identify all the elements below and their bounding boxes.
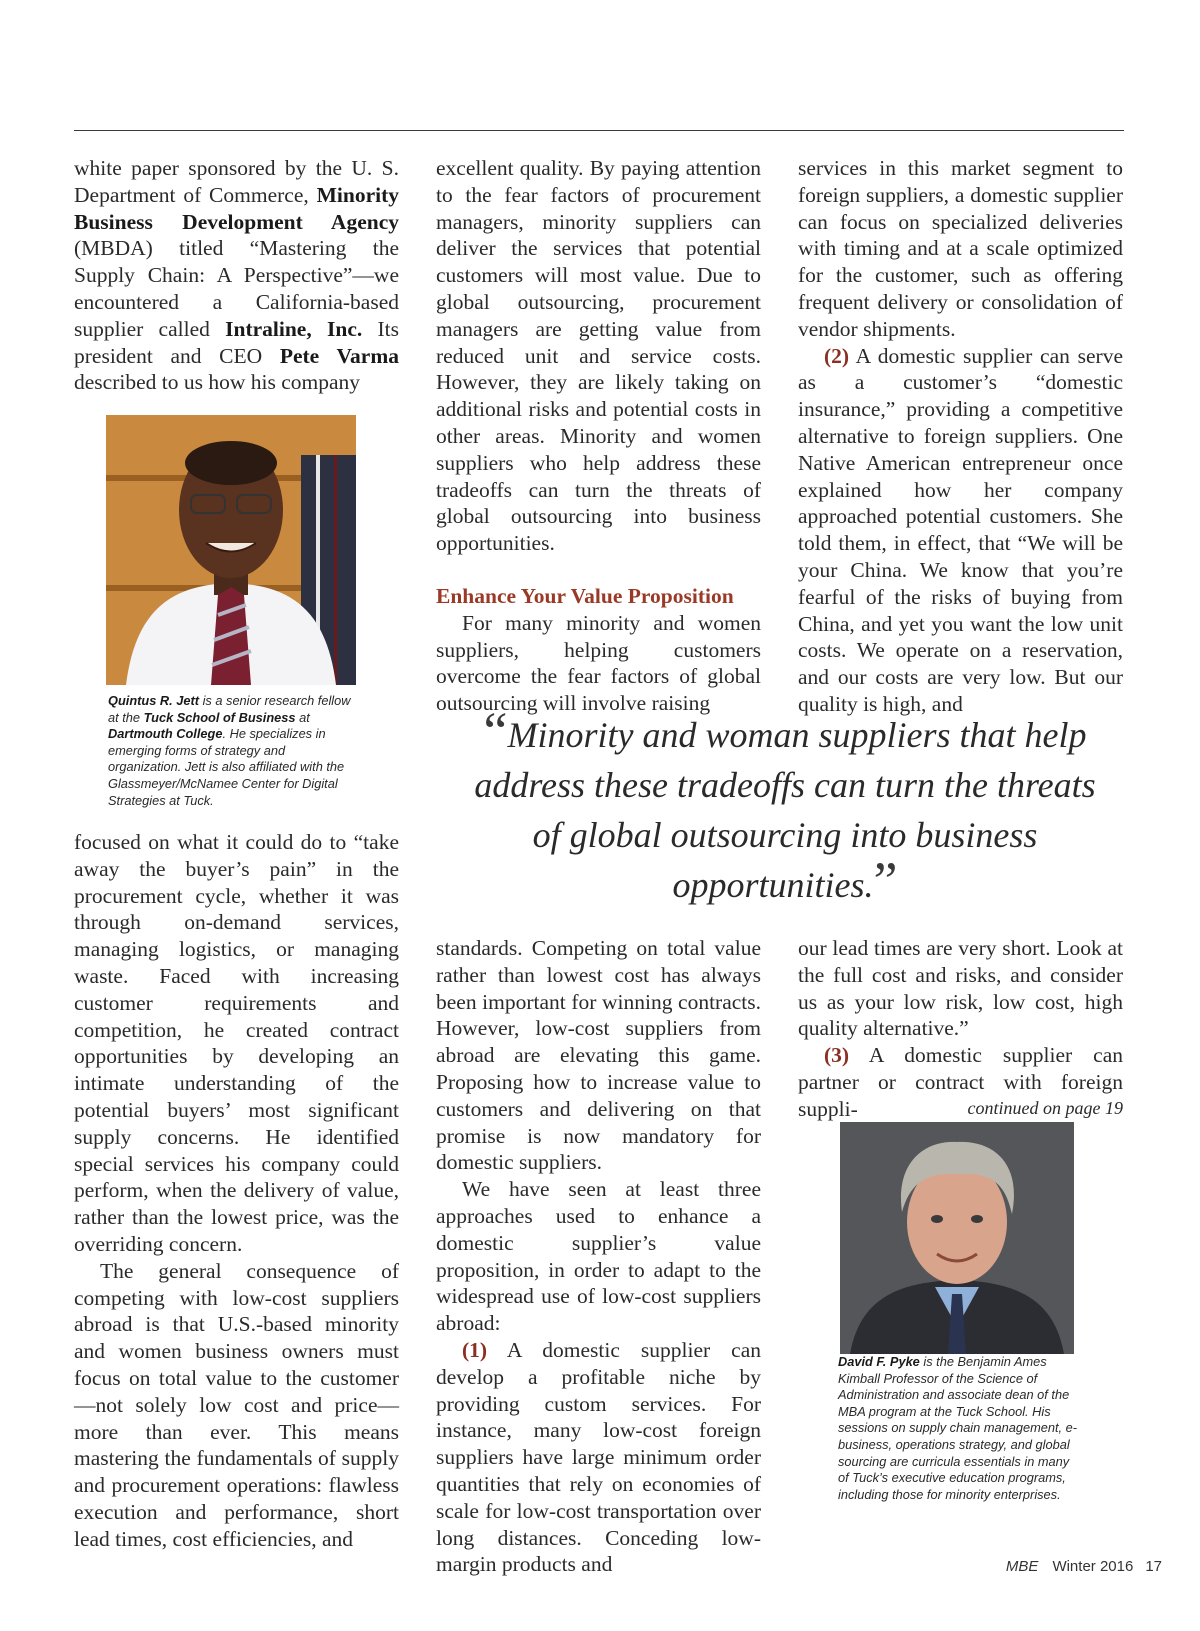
pyke-caption: David F. Pyke is the Benjamin Ames Kimball Professor of the Science of Administration and associate dean of the MBA program at the Tuck School. His sessions on supply chain management, e-business, operations strategy, and global sourcing are curricula essentials in many of Tuck’s executive education programs, including those for minority enterprises. bbox=[838, 1354, 1078, 1502]
column2-bottom bbox=[436, 935, 761, 1578]
page-footer bbox=[1006, 1558, 1162, 1575]
page-number: 17 bbox=[1145, 1558, 1162, 1575]
column2-para-many: For many minority and women suppliers, helping customers overcome the fear factors of global outsourcing will involve raising bbox=[436, 610, 761, 716]
pull-quote bbox=[470, 701, 1100, 911]
column2-para-niche: (1) A domestic supplier can develop a profitable niche by providing custom services. For instance, many low-cost foreign suppliers have large minimum order quantities that rely on economies of scale for low-cost transportation over long distances. Conceding low-margin products and bbox=[436, 1337, 761, 1577]
column1-para-general: The general consequence of competing with low-cost suppliers abroad is that U.S.-based minority and women business owners must focus on total value to the customer—not solely low cost and price—more than ever. This means mastering the fundamentals of supply and procurement operations: flawless execution and performance, short lead times, cost efficiencies, and bbox=[74, 1258, 399, 1551]
column2-para-quality: excellent quality. By paying attention to the fear factors of procurement managers, minority suppliers can deliver the services that potential customers will most value. Due to global outsourcing, procurement managers are getting value from reduced unit and service costs. However, they are likely taking on additional risks and potential costs in other areas. Minority and women suppliers who help address these tradeoffs can turn the threats of global outsourcing into business opportunities. bbox=[436, 156, 761, 556]
issue-label: Winter 2016 bbox=[1052, 1558, 1134, 1575]
column2-para-approaches: We have seen at least three approaches used to enhance a domestic supplier’s value proposition, in order to adapt to the widespread use of low-cost suppliers abroad: bbox=[436, 1177, 761, 1336]
column3-para-services: services in this market segment to foreign suppliers, a domestic supplier can focus on specialized deliveries with timing and at a scale optimized for the customer, such as offering frequent delivery or consolidation of vendor shipments. bbox=[798, 156, 1123, 341]
jett-caption: Quintus R. Jett is a senior research fellow at the Tuck School of Business at Dartmouth College. He specializes in emerging forms of strategy and organization. Jett is also affiliated with the Glassmeyer/McNamee Center for Digital Strategies at Tuck. bbox=[108, 693, 351, 808]
column1-intro: white paper sponsored by the U. S. Department of Commerce, Minority Business Development Agency (MBDA) titled “Mastering the Supply Chain: A Perspective”—we encountered a California-based supplier called Intraline, Inc. Its president and CEO Pete Varma described to us how his company bbox=[74, 156, 399, 395]
column1-bottom bbox=[74, 829, 399, 1553]
pull-quote-text: Minority and woman suppliers that help address these tradeoffs can turn the threats of global outsourcing into business opportunities. bbox=[474, 715, 1096, 905]
column3-bottom bbox=[798, 935, 1123, 1123]
column3-top bbox=[798, 155, 1123, 718]
column1-top bbox=[74, 155, 399, 396]
jett-portrait bbox=[106, 415, 356, 685]
column3-para-leadtimes: our lead times are very short. Look at the full cost and risks, and consider us as your low risk, low cost, high quality alternative.” bbox=[798, 936, 1123, 1041]
top-rule bbox=[74, 130, 1124, 131]
column2-para-standards: standards. Competing on total value rather than lowest cost has always been important for winning contracts. However, low-cost suppliers from abroad are elevating this game. Proposing how to increase value to customers and delivering on that promise is now mandatory for domestic suppliers. bbox=[436, 936, 761, 1175]
column2-top bbox=[436, 155, 761, 717]
section-heading: Enhance Your Value Proposition bbox=[436, 583, 734, 608]
magazine-name: MBE bbox=[1005, 1558, 1039, 1575]
open-quote-mark: “ bbox=[483, 701, 508, 761]
column1-para-focused: focused on what it could do to “take away the buyer’s pain” in the procurement cycle, whether it was through on-demand services, managing logistics, or managing waste. Faced with increasing customer requirements and competition, he created contract opportunities by developing an intimate understanding of the potential buyers’ most significant supply concerns. He identified special services his company could perform, when the delivery of value, rather than the lowest price, was the overriding concern. bbox=[74, 830, 399, 1256]
column3-para-partner: (3) A domestic supplier can partner or contract with foreign suppli- bbox=[798, 1043, 1123, 1121]
continued-note: continued on page 19 bbox=[967, 1098, 1123, 1118]
pyke-portrait bbox=[840, 1122, 1074, 1354]
column3-para-insurance: (2) A domestic supplier can serve as a customer’s “domestic insurance,” providing a competitive alternative to foreign suppliers. One Native American entrepreneur once explained how her company approached potential customers. She told them, in effect, that “We will be your China. We know that you’re fearful of the risks of buying from China, and yet you want the low unit costs. We operate on a reservation, and our costs are very low. But our quality is high, and bbox=[798, 343, 1123, 716]
close-quote-mark: ” bbox=[873, 851, 898, 911]
